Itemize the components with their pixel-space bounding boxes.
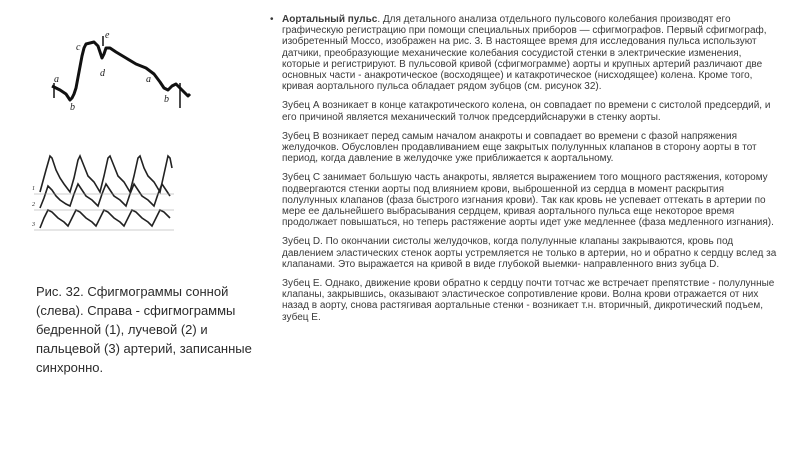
carotid-pulse-curve bbox=[52, 42, 190, 100]
label-b-right: b bbox=[164, 94, 169, 105]
paragraph-wave-b: Зубец В возникает перед самым началом анакроты и совпадает во времени с фазой напряжения желудочков. Обусловлен продавливанием еще закрытых полулунных клапанов в сторону аорты в тот период, когда давление в желудочке уже приближается к аортальному. bbox=[282, 130, 757, 165]
paragraph-body: . Для детального анализа отдельного пульсового колебания производят его графическую регистрацию при помощи специальных приборов — сфигмографов. Первый сфигмограф, изобретенный Моссо, изображен на рис. 3. В настоящее время для исследования пульса используют датчики, преобразующие механические колебания сосудистой стенки в электрические изменения, которые и регистрируют. В пульсовой кривой (сфигмограмме) аорты и крупных артерий различают две основных части - анакротическое (восходящее) и катакротическое (нисходящее) колена. Кроме того, кривая аортального пульса обладает рядом зубцов (см. рисунок 32). bbox=[282, 14, 767, 93]
paragraph-heading: Аортальный пульс bbox=[282, 14, 378, 25]
label-c: c bbox=[76, 42, 81, 53]
paragraph-wave-c: Зубец С занимает большую часть анакроты, является выражением того мощного растяжения, которому подвергаются стенки аорты под влиянием крови, выброшенной из сердца в момент раскрытия полулунных клапанов (фаза быстрого изгнания крови). Так как кровь не успевает оттекать в артерии по мере ее дальнейшего выбрасывания сердцем, кривая аортального пульса еще некоторое время продолжает повышаться, но теперь растяжение аорты идет уже медленнее (фаза медленного изгнания). bbox=[282, 172, 774, 229]
label-a-left: a bbox=[54, 74, 59, 85]
paragraph-wave-a: Зубец А возникает в конце катакротического колена, он совпадает по времени с систолой предсердий, и его причиной является механический толчок предсердийснаружи в стенку аорты. bbox=[282, 100, 771, 123]
trace-label-3: 3 bbox=[32, 222, 35, 228]
bullet-icon: • bbox=[270, 14, 274, 25]
trace-label-2: 2 bbox=[32, 202, 35, 208]
synchronous-sphygmograms-figure bbox=[30, 148, 176, 242]
label-b-left: b bbox=[70, 102, 75, 113]
paragraph-aortic-pulse bbox=[270, 14, 782, 92]
label-d: d bbox=[100, 68, 105, 79]
paragraph-wave-d: Зубец D. По окончании систолы желудочков, когда полулунные клапаны закрываются, кровь под давлением эластических стенок аорты устремляется не только в артерии, но и обратно к сердцу вслед за клапанами. Это выражается на кривой в виде глубокой выемки- направленного вниз зубца D. bbox=[282, 236, 777, 270]
radial-pulse-curve bbox=[40, 184, 170, 208]
trace-label-1: 1 bbox=[32, 186, 35, 192]
carotid-sphygmogram-figure bbox=[46, 28, 194, 120]
label-e: e bbox=[105, 30, 110, 41]
femoral-pulse-curve bbox=[40, 156, 172, 192]
paragraph-wave-e: Зубец Е. Однако, движение крови обратно к сердцу почти тотчас же встречает препятствие - полулунные клапаны, закрывшись, оказывают эластическое сопротивление крови. Волна крови отражается от них назад в аорту, снова растягивая аортальные стенки - возникает т.н. вторичный, дикротический подъем, зубец Е. bbox=[282, 278, 775, 323]
label-a-right: a bbox=[146, 74, 151, 85]
digital-pulse-curve bbox=[40, 210, 170, 228]
article-text bbox=[270, 14, 782, 331]
figure-caption: Рис. 32. Сфигмограммы сонной (слева). Справа - сфигмограммы бедренной (1), лучевой (2) и пальцевой (3) артерий, записанные синхронно. bbox=[36, 284, 252, 375]
